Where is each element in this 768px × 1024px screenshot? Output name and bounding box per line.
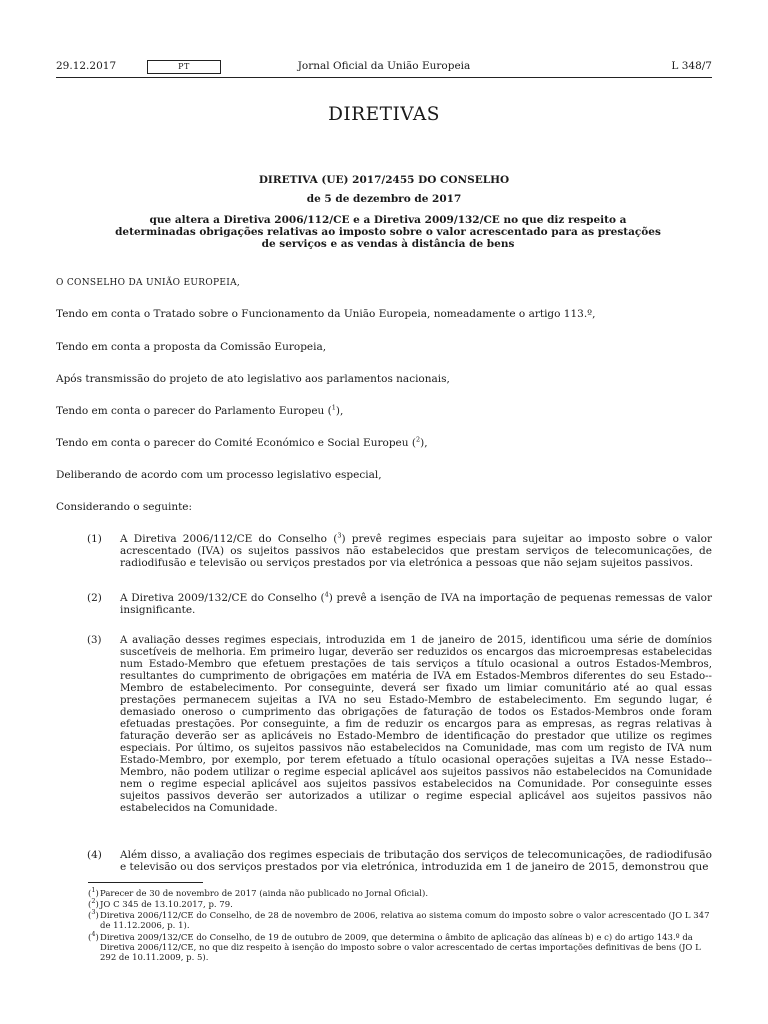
footnote-number: ($^1$) (88, 886, 99, 899)
council-heading: O CONSELHO DA UNIÃO EUROPEIA, (56, 278, 241, 288)
footnote-text: Diretiva 2009/132/CE do Conselho, de 19 de outubro de 2009, que determina o âmbito de aplicação das alíneas b) e c) do artigo 143.º da Diretiva 2006/112/CE, no que diz respeito à isenção do imposto sobre o valor acrescentado de certas importações definitivas de bens (JO L 292 de 10.11.2009, p. 5). (100, 933, 701, 963)
directive-title: DIRETIVA (UE) 2017/2455 DO CONSELHO (258, 174, 510, 186)
recital-text: A Diretiva 2009/132/CE do Conselho ($^4$) prevê a isenção de IVA na importação de pequenas remessas de valor insignificante. (120, 590, 712, 616)
footnote-number: ($^3$) (88, 908, 99, 921)
footnote-ref[interactable]: 2 (415, 435, 421, 444)
footnote-divider (88, 882, 203, 883)
journal-title: Jornal Oficial da União Europeia (297, 60, 471, 72)
recital-number: (4) (87, 849, 102, 861)
footnote-ref[interactable]: 1 (331, 403, 336, 412)
footnote-text: Diretiva 2006/112/CE do Conselho, de 28 de novembro de 2006, relativa ao sistema comum do imposto sobre o valor acrescentado (JO L 347 de 11.12.2006, p. 1). (100, 911, 710, 931)
citation-parliament: Tendo em conta o parecer do Parlamento Europeu ($^1$), (56, 403, 344, 417)
directive-subject: que altera a Diretiva 2006/112/CE e a Diretiva 2009/132/CE no que diz respeito a determinadas obrigações relativas ao imposto sobre o valor acrescentado para as prestações de serviços e as vendas à distância de bens (115, 214, 661, 250)
footnote-number: ($^4$) (88, 930, 99, 943)
footnote-text: Parecer de 30 de novembro de 2017 (ainda não publicado no Jornal Oficial). (100, 889, 429, 899)
recital-number: (1) (87, 533, 102, 545)
page-reference: L 348/7 (671, 60, 712, 72)
citation-treaty: Tendo em conta o Tratado sobre o Funcionamento da União Europeia, nomeadamente o artigo 113.º, (56, 308, 596, 320)
citation-committee: Tendo em conta o parecer do Comité Económico e Social Europeu ($^2$), (56, 435, 428, 449)
footnote-text: JO C 345 de 13.10.2017, p. 79. (100, 900, 233, 910)
language-badge: PT (147, 60, 221, 74)
recital-text: Além disso, a avaliação dos regimes especiais de tributação dos serviços de telecomunicações, de radiodifusão e televisão ou dos serviços prestados por via eletrónica, introduzida em 1 de janeiro de 2015, demonstrou que (120, 849, 712, 873)
recital-number: (3) (87, 635, 102, 646)
citation-procedure: Deliberando de acordo com um processo legislativo especial, (56, 469, 382, 481)
footnote-ref[interactable]: 4 (324, 590, 329, 599)
footnote-number: ($^2$) (88, 897, 99, 910)
header-divider (56, 77, 712, 78)
footnote-ref[interactable]: 3 (337, 531, 342, 540)
recital-text: A avaliação desses regimes especiais, introduzida em 1 de janeiro de 2015, identificou uma série de domínios suscetíveis de melhoria. Em primeiro lugar, deverão ser reduzidos os encargos das microempresas estabelecidas num Estado-Membro que efetuem prestações de tais serviços a título ocasional a outros Estados-Membros, resultantes do cumprimento de obrigações em matéria de IVA em Estados-Membros diferentes do seu Estado--Membro de estabelecimento. Por conseguinte, deverá ser fixado um limiar comunitário até ao qual essas prestações permanecem sujeitas a IVA no seu Estado-Membro de estabelecimento. Em segundo lugar, é demasiado oneroso o cumprimento das obrigações de faturação de todos os Estados-Membros onde foram efetuadas prestações. Por conseguinte, a fim de reduzir os encargos para as empresas, as regras relativas à faturação deverão ser as aplicáveis no Estado-Membro de identificação do prestador que utilize os regimes especiais. Por último, os sujeitos passivos não estabelecidos na Comunidade, mas com um registo de IVA num Estado-Membro, por exemplo, por terem efetuado a título ocasional operações sujeitas a IVA nesse Estado--Membro, não podem utilizar o regime especial aplicável aos sujeitos passivos não estabelecidos na Comunidade nem o regime especial aplicável aos sujeitos passivos estabelecidos na Comunidade. Por conseguinte esses sujeitos passivos deverão ser autorizados a utilizar o regime especial aplicável aos sujeitos passivos não estabelecidos na Comunidade. (120, 635, 712, 814)
considering-heading: Considerando o seguinte: (56, 501, 193, 513)
citation-transmission: Após transmissão do projeto de ato legislativo aos parlamentos nacionais, (56, 373, 450, 385)
recital-text: A Diretiva 2006/112/CE do Conselho ($^3$) prevê regimes especiais para sujeitar ao imposto sobre o valor acrescentado (IVA) os sujeitos passivos não estabelecidos que prestam serviços de telecomunicações, de radiodifusão e televisão ou serviços prestados por via eletrónica a pessoas que não sejam sujeitos passivos. (120, 531, 712, 569)
recital-number: (2) (87, 592, 102, 604)
section-title: DIRETIVAS (328, 104, 440, 125)
page-header (56, 60, 712, 74)
citation-proposal: Tendo em conta a proposta da Comissão Europeia, (56, 341, 327, 353)
publication-date: 29.12.2017 (56, 60, 117, 72)
directive-date: de 5 de dezembro de 2017 (306, 193, 462, 205)
